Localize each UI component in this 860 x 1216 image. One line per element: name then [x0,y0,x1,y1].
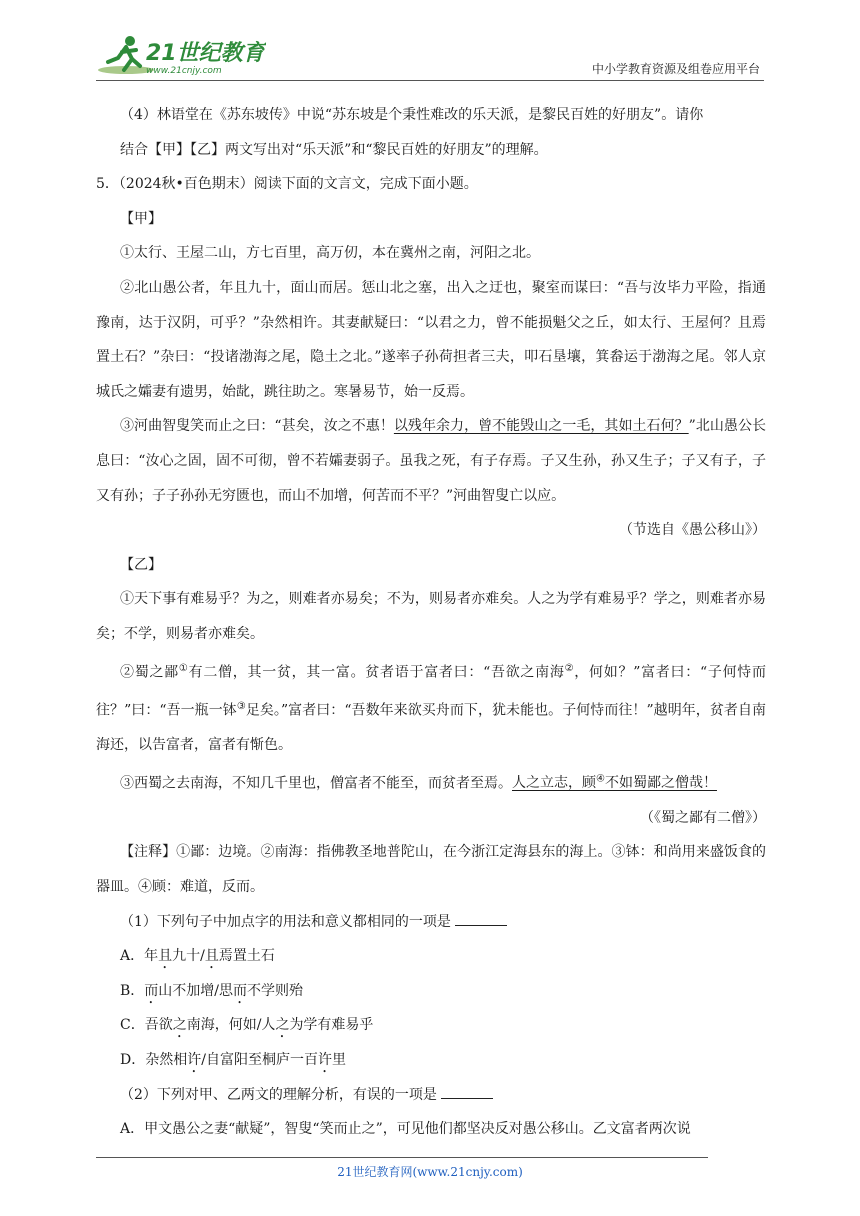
option-text: /自富阳至桐庐一百 [201,1052,318,1068]
jia-p3-text: ③河曲智叟笑而止之曰：“甚矣，汝之不惠！ [120,418,394,435]
dotted-character: 之 [275,1017,290,1034]
dotted-character: 许 [317,1052,332,1068]
footer-divider [96,1157,708,1158]
yi-p2-text-d: 足矣。”富者曰：“吾数年来欲买舟而下，犹未能也。子何恃而往！”越明年，贫者自南海还，以告富者，富者有惭色。 [96,702,766,753]
option-text: A． [120,948,145,965]
logo-url: www.21cnjy.com [146,66,222,76]
yi-underlined-b: 不如蜀鄙之僧哉！ [604,775,717,792]
option-text: B． [120,982,145,999]
q4-line1: （4）林语堂在《苏东坡传》中说“苏东坡是个秉性难改的乐天派，是黎民百姓的好朋友”。请你 [120,107,704,123]
yi-paragraph-3 [96,763,766,801]
jia-underlined-sentence: 以残年余力，曾不能毁山之一毛，其如土石何？ [393,418,689,435]
option-text: 南海，何如/人 [186,1017,276,1034]
yi-p2-text-c: ，何如？”富者曰：“子何恃而往？”曰：“吾一瓶一钵 [96,664,767,719]
jia-paragraph-1: ①太行、王屋二山，方七百里，高万仞，本在冀州之南，河阳之北。 [120,245,540,262]
answer-blank[interactable] [455,913,507,926]
sub2-option-a: A．甲文愚公之妻“献疑”，智叟“笑而止之”，可见他们都坚决反对愚公移山。乙文富者两次说 [120,1121,691,1138]
answer-blank[interactable] [441,1086,493,1099]
jia-label: 【甲】 [120,210,162,227]
platform-name: 中小学教育资源及组卷应用平台 [591,62,760,76]
option-text: 吾欲 [144,1017,173,1034]
yi-p2-text-a: ②蜀之鄙 [120,664,179,681]
option-text: 里 [331,1052,346,1068]
annotations: 【注释】①鄙：边境。②南海：指佛教圣地普陀山，在今浙江定海县东的海上。③钵：和尚用来盛饭食的器皿。④顾：难道，反而。 [96,844,766,896]
yi-underlined-sentence [512,775,717,791]
sub1-options [96,939,766,1077]
yi-paragraph-2 [96,652,766,763]
option-text: 焉置土石 [218,948,275,965]
jia-p3-text-rest: ”北山愚公长息曰：“汝心之固，固不可彻，曾不若孀妻弱子。虽我之死，有子存焉。子又生孙，孙又生子；子又有子，子又有孙；子子孙孙无穷匮也，而山不加增，何苦而不平？”河曲智叟亡以应。 [96,418,766,504]
dotted-character: 之 [172,1017,187,1034]
option-text: 山不加增/思 [158,982,234,999]
site-logo [96,32,266,78]
logo-text: 21世纪教育 [146,41,265,66]
document-body [96,98,766,1147]
option-d[interactable] [96,1043,766,1078]
yi-p3-text: ③西蜀之去南海，不知几千里也，僧富者不能至，而贫者至焉。 [120,775,512,792]
note-ref-1: ① [178,662,189,674]
footer-site: 21世纪教育网(www.21cnjy.com) [337,1165,523,1179]
option-text: 年 [144,948,159,965]
sub-question-1 [96,905,766,940]
yi-source: （《蜀之鄙有二僧》） [640,809,766,826]
header-divider [96,80,764,81]
q4-line2: 结合【甲】【乙】两文写出对“乐天派”和“黎民百姓的好朋友”的理解。 [120,141,548,158]
option-b[interactable] [96,974,766,1009]
option-text: C． [120,1017,145,1034]
note-ref-3: ③ [236,700,246,712]
dotted-character: 而 [233,982,248,999]
page-header [96,32,764,80]
yi-underlined-a: 人之立志，顾 [512,775,596,792]
dotted-character: 且 [158,948,173,965]
yi-label: 【乙】 [120,556,162,573]
option-text: 为学有难易乎 [289,1017,374,1034]
option-text: 不学则殆 [247,982,304,999]
q5-intro: 5．（2024秋•百色期末）阅读下面的文言文，完成下面小题。 [96,176,478,193]
dotted-character: 许 [187,1052,202,1068]
dotted-character: 而 [144,982,159,999]
sub2-stem: （2）下列对甲、乙两文的理解分析，有误的一项是 [120,1086,437,1103]
option-text: 九十/ [172,948,205,965]
option-text: D． [120,1052,146,1068]
option-text: 杂然相 [145,1052,188,1068]
option-a[interactable] [96,939,766,974]
dotted-character: 且 [204,948,219,965]
yi-p2-text-b: 有二僧，其一贫，其一富。贫者语于富者曰：“吾欲之南海 [188,664,565,681]
yi-paragraph-1: ①天下事有难易乎？为之，则难者亦易矣；不为，则易者亦难矣。人之为学有难易乎？学之，则难者亦易矣；不学，则易者亦难矣。 [96,591,766,642]
option-c[interactable] [96,1008,766,1043]
jia-paragraph-2: ②北山愚公者，年且九十，面山而居。惩山北之塞，出入之迂也，聚室而谋曰：“吾与汝毕力平险，指通豫南，达于汉阴，可乎？”杂然相许。其妻献疑曰：“以君之力，曾不能损魁父之丘，如太行、王屋何？且焉置土石？”杂曰：“投诸渤海之尾，隐土之北。”遂率子孙荷担者三夫，叩石垦壤，箕畚运于渤海之尾。邻人京城氏之孀妻有遗男，始龀，跳往助之。寒暑易节，始一反焉。 [96,279,766,400]
jia-paragraph-3 [96,409,766,513]
sub1-stem: （1）下列句子中加点字的用法和意义都相同的一项是 [120,913,451,930]
note-ref-2: ② [564,662,575,674]
note-ref-4: ④ [596,773,605,785]
jia-source: （节选自《愚公移山》） [619,522,766,539]
sub-question-2 [96,1078,766,1113]
